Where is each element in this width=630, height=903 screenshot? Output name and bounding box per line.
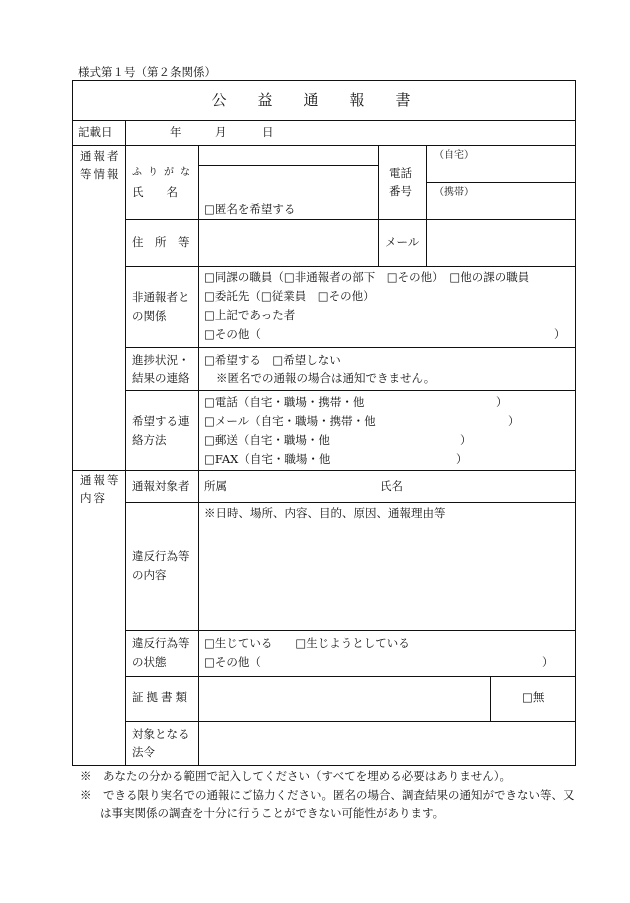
rule-evidence xyxy=(125,721,576,722)
relation-option-former[interactable]: □上記であった者 xyxy=(204,308,296,322)
relation-other-close: ） xyxy=(554,327,566,341)
rule-target xyxy=(125,502,576,503)
anonymous-checkbox[interactable]: □匿名を希望する xyxy=(204,202,296,216)
phone-mobile-label: （携帯） xyxy=(434,187,474,198)
rule-col-mail-value xyxy=(426,219,427,266)
progress-note: ※匿名での通報の場合は通知できません。 xyxy=(216,371,436,385)
content-section-label-1: 通報等 xyxy=(80,473,121,487)
rule-date xyxy=(72,145,576,146)
rule-col-phone-value xyxy=(426,145,427,219)
evidence-label: 証拠書類 xyxy=(132,690,190,704)
note-2: ※ できる限り実名での通報にご協力ください。匿名の場合、調査結果の通知ができない等、又 xyxy=(80,788,575,802)
law-label-1: 対象となる xyxy=(132,727,190,741)
state-label-1: 違反行為等 xyxy=(132,636,190,650)
target-affiliation-label: 所属 xyxy=(204,479,227,493)
target-label: 通報対象者 xyxy=(132,479,190,493)
contact-mail-close: ） xyxy=(508,414,520,428)
rule-col-mail-label xyxy=(378,219,379,266)
rule-col-phone-label xyxy=(378,145,379,219)
relation-option-same-section[interactable]: □同課の職員（□非通報者の部下 □その他） □他の課の職員 xyxy=(204,270,530,284)
rule-col-evidence xyxy=(490,676,491,721)
date-year: 年 xyxy=(170,125,182,139)
contact-phone-close: ） xyxy=(496,395,508,409)
name-label: 氏 名 xyxy=(132,185,178,199)
content-section-label-2: 内容 xyxy=(80,491,107,505)
date-month: 月 xyxy=(215,125,227,139)
date-label: 記載日 xyxy=(78,125,113,139)
state-options[interactable]: □生じている □生じようとしている xyxy=(204,636,410,650)
contact-mail-option[interactable]: □メール（自宅・職場・携帯・他 xyxy=(204,414,376,428)
progress-label-2: 結果の連絡 xyxy=(132,371,190,385)
evidence-none-checkbox[interactable]: □無 xyxy=(522,690,545,704)
law-label-2: 法令 xyxy=(132,745,155,759)
phone-home-label: （自宅） xyxy=(434,150,474,161)
rule-title xyxy=(72,120,576,121)
violation-label-2: の内容 xyxy=(132,568,167,582)
contact-fax-option[interactable]: □FAX（自宅・職場・他 xyxy=(204,452,331,466)
mail-label: メール xyxy=(385,235,420,249)
state-other-close: ） xyxy=(542,655,554,669)
rule-name xyxy=(125,219,576,220)
contact-post-option[interactable]: □郵送（自宅・職場・他 xyxy=(204,433,330,447)
rule-state xyxy=(125,676,576,677)
progress-options[interactable]: □希望する □希望しない xyxy=(204,353,341,367)
contact-phone-option[interactable]: □電話（自宅・職場・携帯・他 xyxy=(204,395,365,409)
form-title: 公 益 通 報 書 xyxy=(211,91,419,109)
contact-fax-close: ） xyxy=(456,452,468,466)
reporter-section-label-1: 通報者 xyxy=(80,149,121,163)
rule-furigana xyxy=(198,165,378,166)
rule-address xyxy=(125,266,576,267)
form-number: 様式第１号（第２条関係） xyxy=(78,65,216,79)
rule-section xyxy=(72,470,576,471)
contact-label-2: 絡方法 xyxy=(132,433,167,447)
rule-violation xyxy=(125,630,576,631)
rule-phone-split xyxy=(426,182,576,183)
phone-label-1: 電話 xyxy=(389,166,412,180)
rule-col-field xyxy=(198,145,199,766)
progress-label-1: 進捗状況・ xyxy=(132,353,190,367)
phone-label-2: 番号 xyxy=(389,184,412,198)
note-1: ※ あなたの分かる範囲で記入してください（すべてを埋める必要はありません）。 xyxy=(80,769,512,783)
contact-label-1: 希望する連 xyxy=(132,414,190,428)
date-day: 日 xyxy=(262,125,274,139)
reporter-section-label-2: 等情報 xyxy=(80,167,121,181)
rule-col-label xyxy=(125,120,126,766)
relation-option-other[interactable]: □その他（ xyxy=(204,327,261,341)
violation-hint: ※日時、場所、内容、目的、原因、通報理由等 xyxy=(204,506,446,520)
rule-relation xyxy=(125,347,576,348)
state-other-option[interactable]: □その他（ xyxy=(204,655,261,669)
relation-option-contractor[interactable]: □委託先（□従業員 □その他） xyxy=(204,289,375,303)
address-label: 住 所 等 xyxy=(132,235,190,249)
relation-label-2: の関係 xyxy=(132,309,167,323)
relation-label-1: 非通報者と xyxy=(132,290,190,304)
violation-label-1: 違反行為等 xyxy=(132,549,190,563)
furigana-label: ふりがな xyxy=(132,167,196,178)
rule-progress xyxy=(125,390,576,391)
target-name-label: 氏名 xyxy=(380,479,403,493)
state-label-2: の状態 xyxy=(132,655,167,669)
note-2-continued: は事実関係の調査を十分に行うことができない可能性があります。 xyxy=(100,806,445,820)
contact-post-close: ） xyxy=(460,433,472,447)
